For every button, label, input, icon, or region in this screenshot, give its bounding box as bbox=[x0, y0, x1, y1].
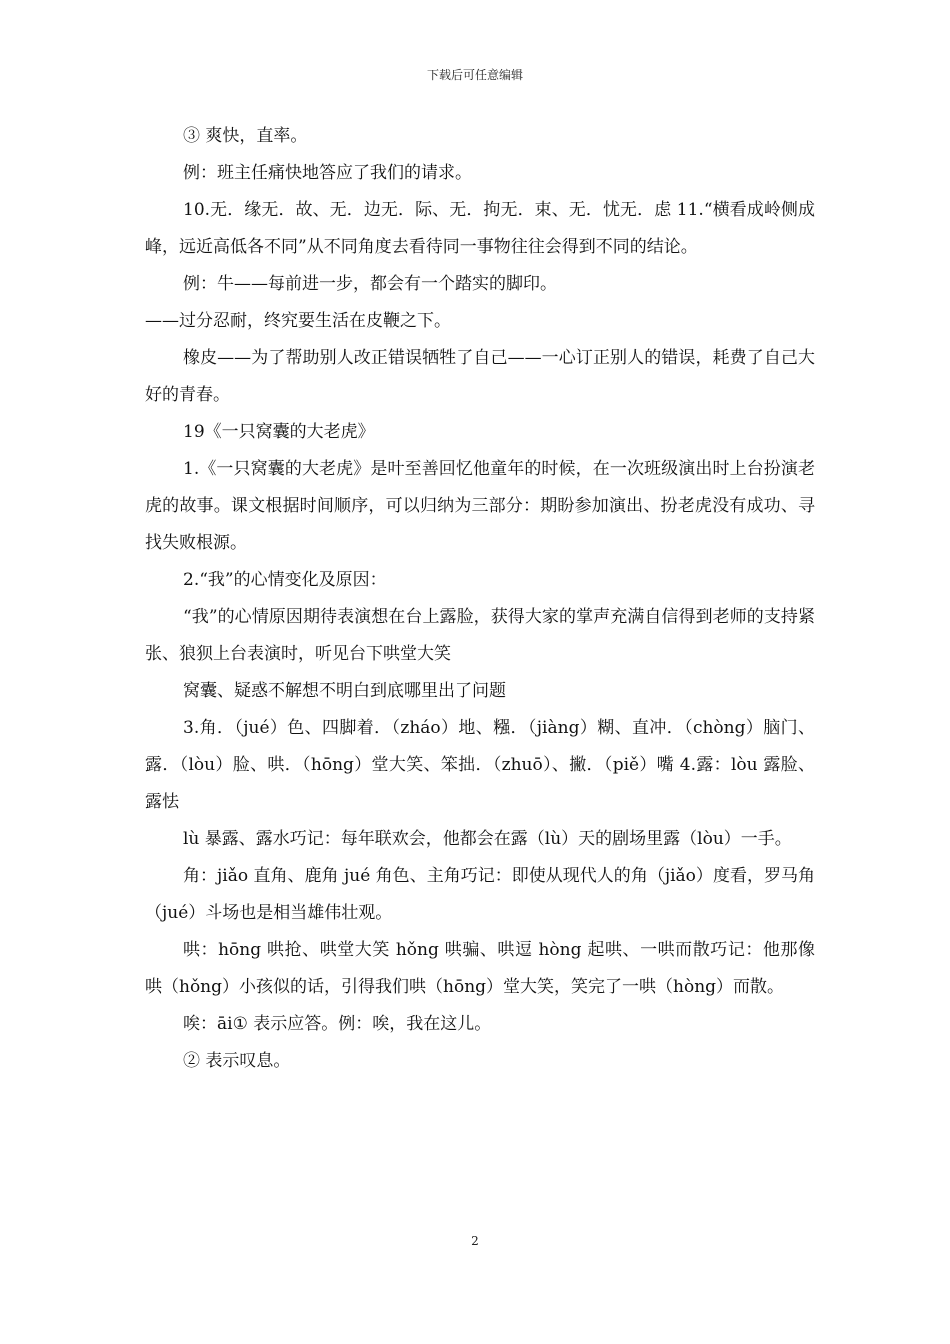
paragraph: 角：jiǎo 直角、鹿角 jué 角色、主角巧记：即使从现代人的角（jiǎo）度看，罗马角（jué）斗场也是相当雄伟壮观。 bbox=[145, 866, 815, 923]
paragraph: ——过分忍耐，终究要生活在皮鞭之下。 bbox=[145, 311, 451, 331]
paragraph: 2.“我”的心情变化及原因： bbox=[183, 570, 387, 590]
paragraph: 例：牛——每前进一步，都会有一个踏实的脚印。 bbox=[183, 274, 557, 294]
document-body bbox=[145, 118, 815, 1080]
paragraph: ③ 爽快，直率。 bbox=[183, 126, 308, 146]
paragraph: lù 暴露、露水巧记：每年联欢会，他都会在露（lù）天的剧场里露（lòu）一手。 bbox=[183, 829, 792, 849]
paragraph: 3.角．（jué）色、四脚着．（zháo）地、糨．（jiàng）糊、直冲．（chòng）脑门、露．（lòu）脸、哄．（hōng）堂大笑、笨拙．（zhuō）、撇．（piě）嘴 4.露：lòu 露脸、露怯 bbox=[145, 718, 815, 812]
paragraph: 例：班主任痛快地答应了我们的请求。 bbox=[183, 163, 472, 183]
paragraph: 窝囊、疑惑不解想不明白到底哪里出了问题 bbox=[183, 681, 506, 701]
paragraph: 10.无．缘无．故、无．边无．际、无．拘无．束、无．忧无．虑 11.“横看成岭侧成峰，远近高低各不同”从不同角度去看待同一事物往往会得到不同的结论。 bbox=[145, 200, 815, 257]
paragraph: 1.《一只窝囊的大老虎》是叶至善回忆他童年的时候，在一次班级演出时上台扮演老虎的故事。课文根据时间顺序，可以归纳为三部分：期盼参加演出、扮老虎没有成功、寻找失败根源。 bbox=[145, 459, 815, 553]
paragraph: ② 表示叹息。 bbox=[183, 1051, 291, 1071]
paragraph: 橡皮——为了帮助别人改正错误牺牲了自己——一心订正别人的错误，耗费了自己大好的青春。 bbox=[145, 348, 815, 405]
paragraph: 哄：hōng 哄抢、哄堂大笑 hǒng 哄骗、哄逗 hòng 起哄、一哄而散巧记：他那像哄（hǒng）小孩似的话，引得我们哄（hōng）堂大笑，笑完了一哄（hòng）而散。 bbox=[145, 940, 815, 997]
page-number: 2 bbox=[471, 1234, 479, 1248]
paragraph: “我”的心情原因期待表演想在台上露脸，获得大家的掌声充满自信得到老师的支持紧张、狼狈上台表演时，听见台下哄堂大笑 bbox=[145, 607, 815, 664]
paragraph: 唉：āi① 表示应答。例：唉，我在这儿。 bbox=[183, 1014, 492, 1034]
section-title: 19《一只窝囊的大老虎》 bbox=[183, 422, 375, 442]
page-header: 下载后可任意编辑 bbox=[426, 68, 523, 82]
